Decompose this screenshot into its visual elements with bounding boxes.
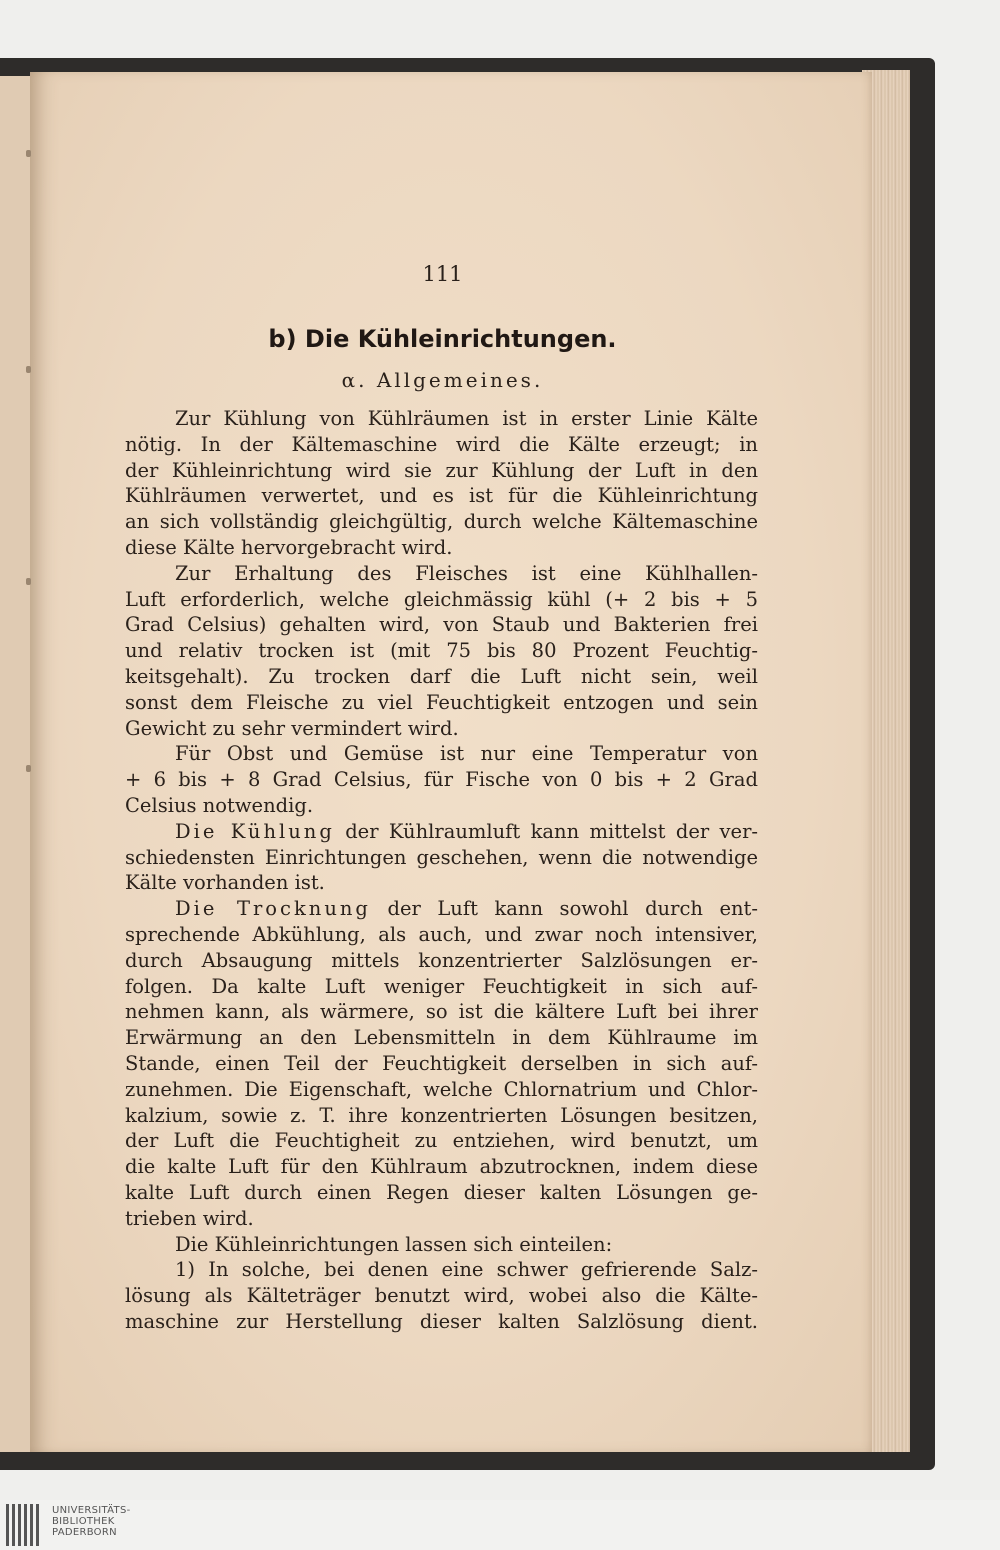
text-line	[125, 1257, 758, 1283]
line-text: zunehmen. Die Eigenschaft, welche Chlornatrium und Chlor-	[125, 1077, 758, 1101]
text-line	[125, 1154, 758, 1180]
text-line	[125, 1128, 758, 1154]
text-line	[125, 974, 758, 1000]
text-line	[125, 716, 758, 742]
line-text: + 6 bis + 8 Grad Celsius, für Fische von 0 bis + 2 Grad	[125, 768, 758, 792]
line-text: sonst dem Fleische zu viel Feuchtigkeit entzogen und sein	[125, 690, 758, 714]
line-text: schiedensten Einrichtungen geschehen, wenn die notwendige	[125, 845, 758, 869]
library-logo-icon	[6, 1504, 46, 1546]
line-text: Kälte vorhanden ist.	[125, 871, 325, 895]
library-name-line: PADERBORN	[52, 1527, 117, 1538]
text-line	[125, 535, 758, 561]
page-number: 111	[422, 262, 463, 286]
text-line	[125, 793, 758, 819]
line-text: an sich vollständig gleichgültig, durch welche Kältemaschine	[125, 510, 758, 534]
line-text: Grad Celsius) gehalten wird, von Staub und Bakterien frei	[125, 613, 758, 637]
text-line	[125, 612, 758, 638]
line-text: Stande, einen Teil der Feuchtigkeit derselben in sich auf-	[125, 1051, 758, 1075]
line-text: der Kühleinrichtung wird sie zur Kühlung der Luft in den	[125, 458, 758, 482]
text-line	[125, 1283, 758, 1309]
line-text: keitsgehalt). Zu trocken darf die Luft nicht sein, weil	[125, 664, 758, 688]
text-line	[125, 1206, 758, 1232]
line-text: kalzium, sowie z. T. ihre konzentrierten Lösungen besitzen,	[125, 1103, 758, 1127]
text-line	[125, 1077, 758, 1103]
line-text: lösung als Kälteträger benutzt wird, wobei also die Kälte-	[125, 1284, 758, 1308]
text-line	[125, 819, 758, 845]
text-line	[125, 896, 758, 922]
text-line	[125, 406, 758, 432]
left-page-edge	[0, 76, 32, 1452]
text-line	[125, 845, 758, 871]
library-footer	[0, 1500, 1000, 1550]
text-line	[125, 1025, 758, 1051]
binding-stitch	[26, 150, 31, 157]
binding-stitch	[26, 578, 31, 585]
section-heading: b) Die Kühleinrichtungen.	[268, 325, 617, 353]
line-text: Luft erforderlich, welche gleichmässig kühl (+ 2 bis + 5	[125, 587, 758, 611]
text-line	[125, 870, 758, 896]
text-line	[125, 1232, 758, 1258]
library-name-line: UNIVERSITÄTS-	[52, 1505, 131, 1516]
text-line	[125, 1051, 758, 1077]
text-line	[125, 638, 758, 664]
binding-stitch	[26, 366, 31, 373]
text-line	[125, 561, 758, 587]
text-line	[125, 458, 758, 484]
book-page	[30, 72, 872, 1452]
text-line	[125, 1180, 758, 1206]
text-line	[125, 587, 758, 613]
line-text: Für Obst und Gemüse ist nur eine Temperatur von	[175, 742, 758, 766]
text-line	[125, 664, 758, 690]
line-text: diese Kälte hervorgebracht wird.	[125, 535, 453, 559]
text-line	[125, 483, 758, 509]
text-line	[125, 1103, 758, 1129]
text-line	[125, 741, 758, 767]
line-text: der Kühlraumluft kann mittelst der ver-	[345, 819, 758, 843]
line-text: Kühlräumen verwertet, und es ist für die Kühleinrichtung	[125, 484, 758, 508]
text-line	[125, 432, 758, 458]
line-text: Gewicht zu sehr vermindert wird.	[125, 716, 459, 740]
line-text: folgen. Da kalte Luft weniger Feuchtigkeit in sich auf-	[125, 974, 758, 998]
line-text: Die Kühleinrichtungen lassen sich einteilen:	[175, 1232, 613, 1256]
library-name	[52, 1505, 131, 1538]
line-text: Erwärmung an den Lebensmitteln in dem Kühlraume im	[125, 1026, 758, 1050]
line-text: nehmen kann, als wärmere, so ist die kältere Luft bei ihrer	[125, 1000, 758, 1024]
line-text: und relativ trocken ist (mit 75 bis 80 Prozent Feuchtig-	[125, 639, 758, 663]
text-line	[125, 509, 758, 535]
line-text: Celsius notwendig.	[125, 793, 314, 817]
line-text: der Luft die Feuchtigheit zu entziehen, wird benutzt, um	[125, 1129, 758, 1153]
text-line	[125, 999, 758, 1025]
text-line	[125, 948, 758, 974]
line-text: sprechende Abkühlung, als auch, und zwar noch intensiver,	[125, 922, 758, 946]
line-text: kalte Luft durch einen Regen dieser kalten Lösungen ge-	[125, 1180, 758, 1204]
text-line	[125, 767, 758, 793]
line-text: nötig. In der Kältemaschine wird die Kälte erzeugt; in	[125, 432, 758, 456]
line-text: maschine zur Herstellung dieser kalten Salzlösung dient.	[125, 1309, 758, 1333]
text-line	[125, 1309, 758, 1335]
line-text: die kalte Luft für den Kühlraum abzutrocknen, indem diese	[125, 1155, 758, 1179]
library-name-line: BIBLIOTHEK	[52, 1516, 115, 1527]
body-text	[125, 406, 758, 1335]
line-text: durch Absaugung mittels konzentrierter Salzlösungen er-	[125, 948, 758, 972]
line-text: trieben wird.	[125, 1206, 254, 1230]
line-text: Zur Kühlung von Kühlräumen ist in erster Linie Kälte	[175, 407, 758, 430]
text-line	[125, 690, 758, 716]
spaced-term: Die Trocknung	[175, 897, 371, 921]
line-text: Zur Erhaltung des Fleisches ist eine Kühlhallen-	[175, 561, 758, 585]
text-line	[125, 922, 758, 948]
section-subheading: α. Allgemeines.	[341, 368, 544, 392]
binding-stitch	[26, 765, 31, 772]
line-text: der Luft kann sowohl durch ent-	[387, 897, 758, 921]
spaced-term: Die Kühlung	[175, 819, 335, 843]
line-text: 1) In solche, bei denen eine schwer gefrierende Salz-	[175, 1258, 758, 1282]
